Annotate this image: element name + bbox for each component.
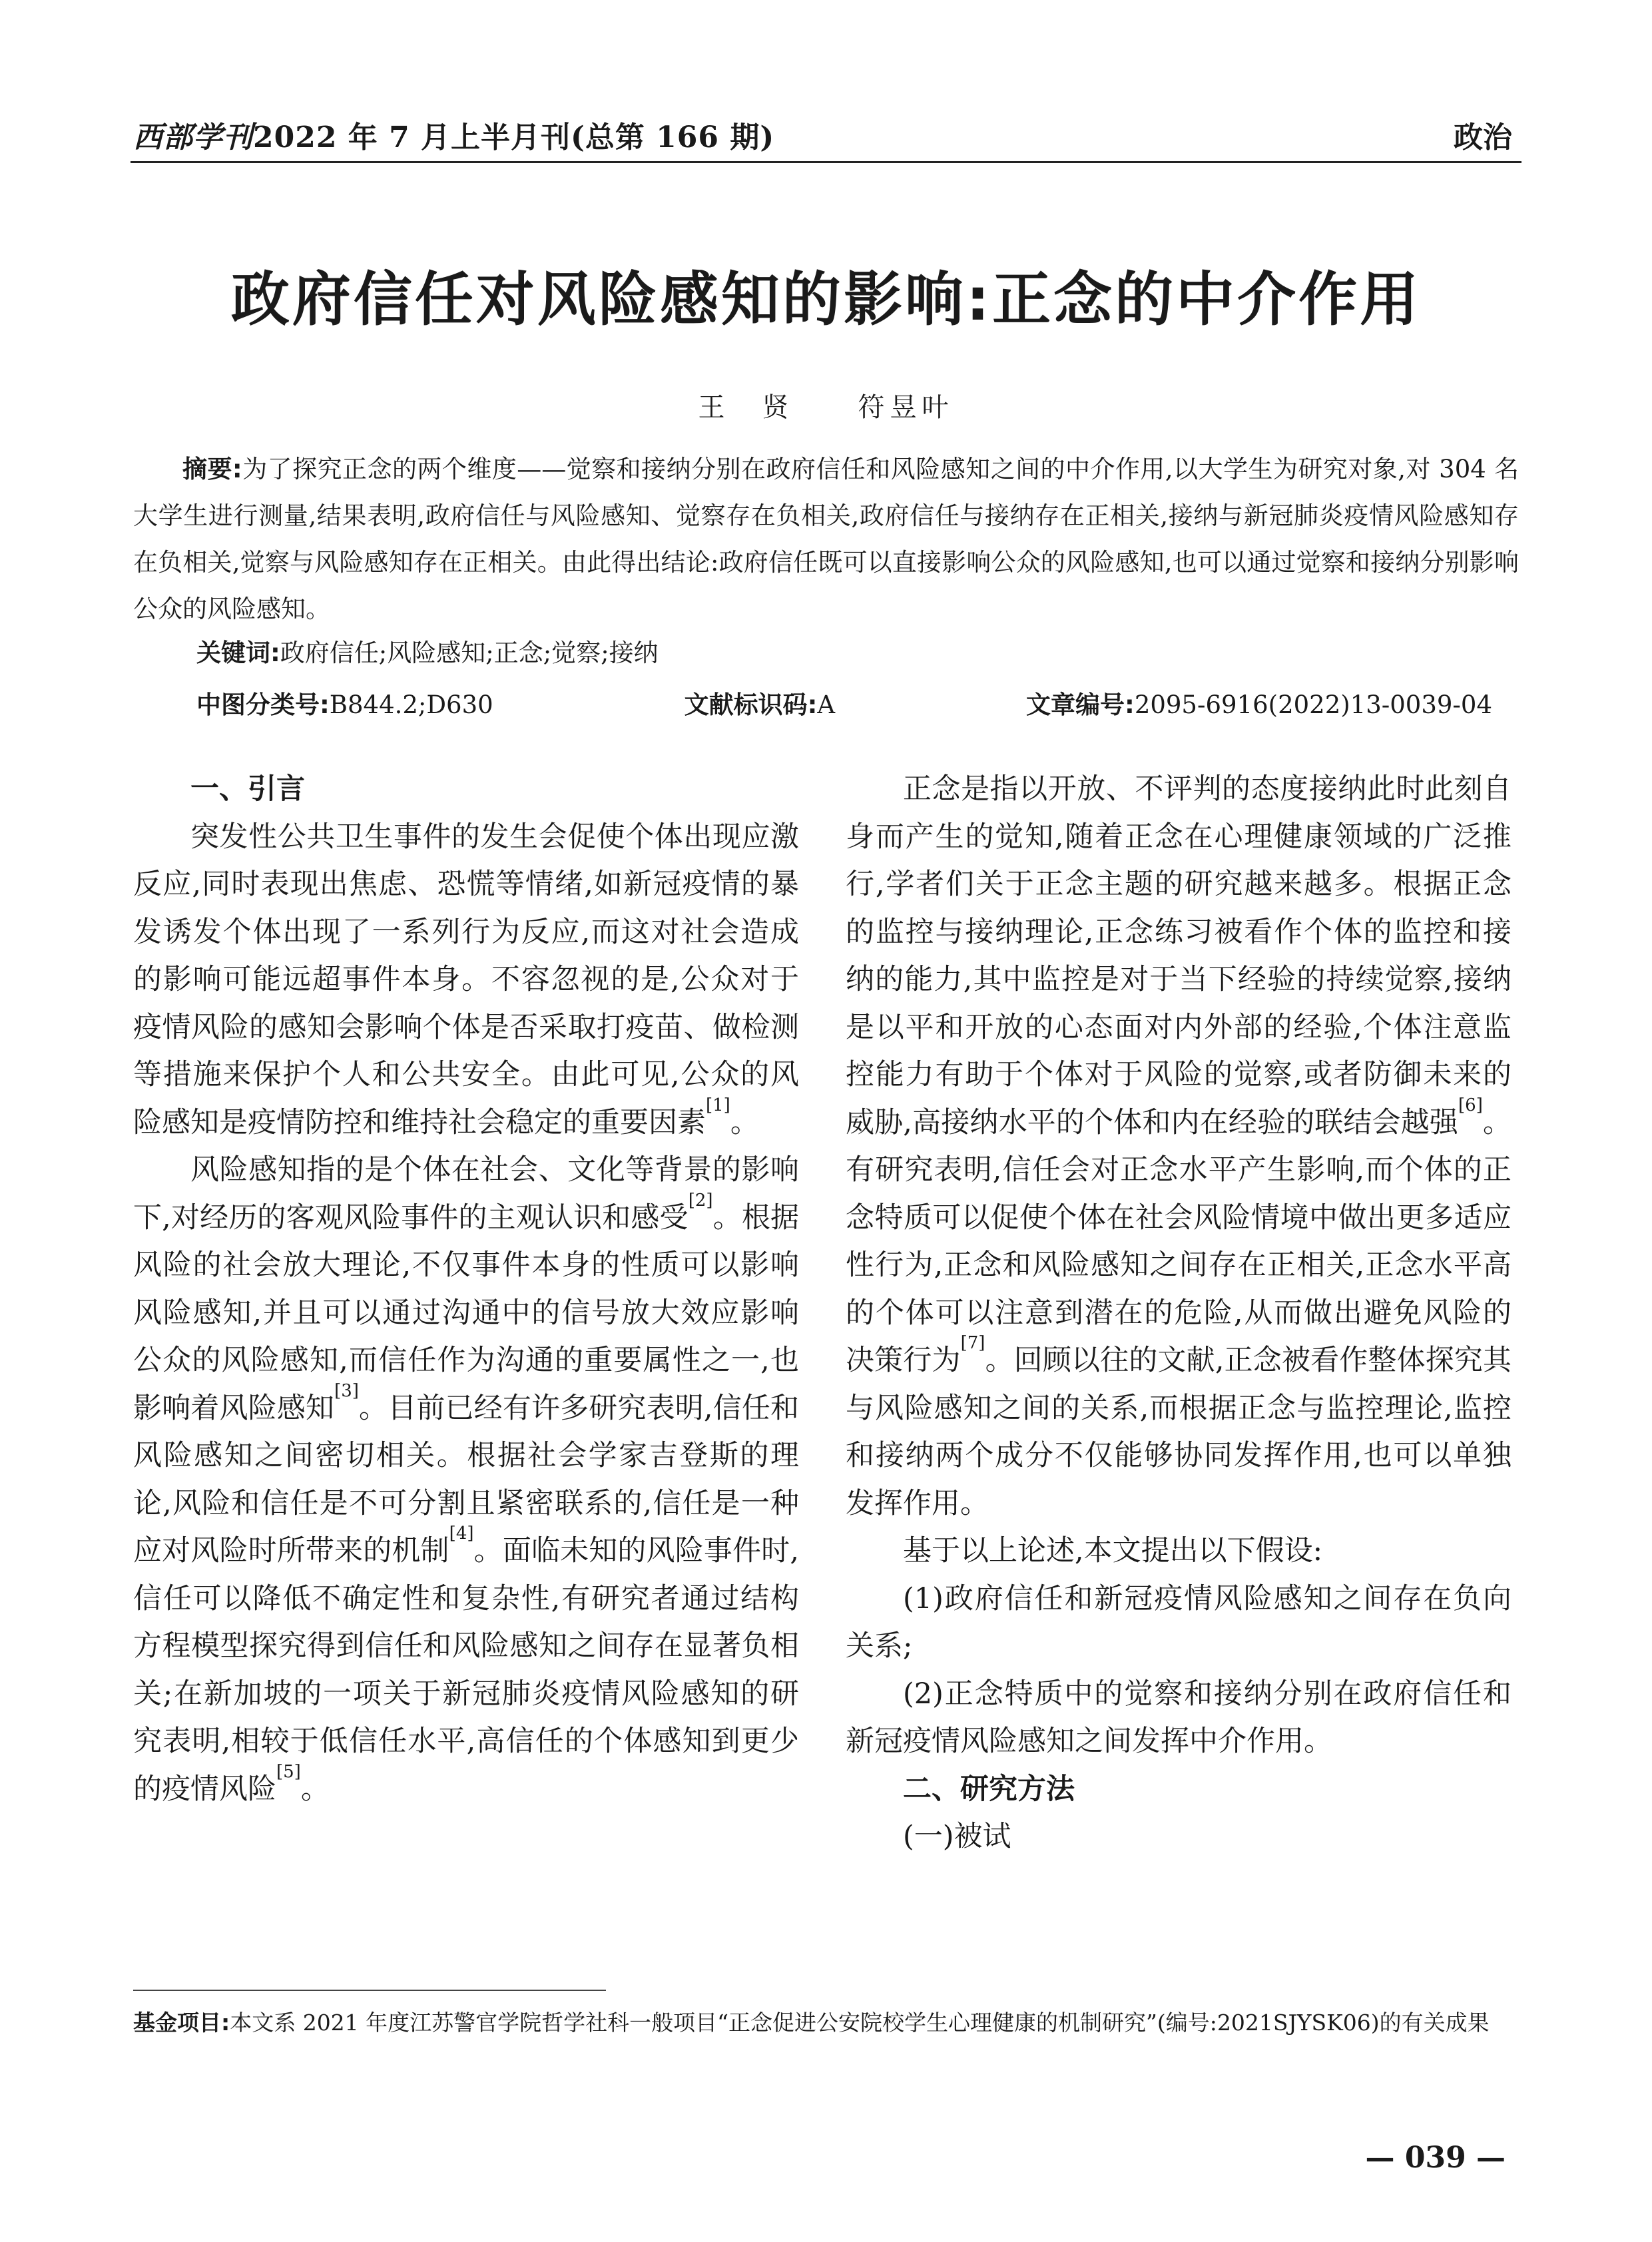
keywords-text: 政府信任;风险感知;正念;觉察;接纳	[280, 639, 659, 667]
right-column	[846, 766, 1512, 1861]
journal-header	[133, 113, 774, 156]
authors: 王 贤 符昱叶	[698, 392, 954, 423]
doc-value: A	[817, 691, 836, 719]
paragraph-1-text: 突发性公共卫生事件的发生会促使个体出现应激反应,同时表现出焦虑、恐慌等情绪,如新冠疫情的暴发诱发个体出现了一系列行为反应,而这对社会造成的影响可能远超事件本身。不容忽视的是,公众对于疫情风险的感知会影响个体是否采取打疫苗、做检测等措施来保护个人和公共安全。由此可见,公众的风险感知是疫情防控和维持社会稳定的重要因素	[133, 820, 799, 1139]
citation-2: [2]	[688, 1190, 713, 1211]
left-column	[133, 766, 799, 1813]
paragraph-2-text-d: 。面临未知的风险事件时,信任可以降低不确定性和复杂性,有研究者通过结构方程模型探究得到信任和风险感知之间存在显著负相关;在新加坡的一项关于新冠肺炎疫情风险感知的研究表明,相较于低信任水平,高信任的个体感知到更少的疫情风险	[133, 1534, 800, 1806]
hypothesis-2: (2)正念特质中的觉察和接纳分别在政府信任和新冠疫情风险感知之间发挥中介作用。	[846, 1677, 1512, 1758]
subsection-heading-participants: (一)被试	[903, 1820, 1011, 1853]
footnote-rule	[133, 1990, 606, 1991]
paragraph-2	[133, 1147, 799, 1813]
keywords	[196, 633, 659, 669]
paragraph-2-text-a: 风险感知指的是个体在社会、文化等背景的影响下,对经历的客观风险事件的主观认识和感受	[133, 1153, 799, 1235]
abstract	[133, 446, 1519, 633]
paragraph-1-end: 。	[730, 1105, 759, 1139]
header-rule	[131, 161, 1521, 163]
paragraph-2-text-c: 。目前已经有许多研究表明,信任和风险感知之间密切相关。根据社会学家吉登斯的理论,风险和信任是不可分割且紧密联系的,信任是一种应对风险时所带来的机制	[133, 1391, 799, 1567]
doc-label: 文献标识码:	[684, 691, 818, 719]
article-title: 政府信任对风险感知的影响:正念的中介作用	[230, 265, 1422, 334]
citation-5: [5]	[276, 1761, 301, 1782]
hypothesis-1: (1)政府信任和新冠疫情风险感知之间存在负向关系;	[846, 1581, 1512, 1663]
article-label: 文章编号:	[1026, 691, 1135, 719]
section-heading-methods: 二、研究方法	[903, 1772, 1075, 1806]
clc-label: 中图分类号:	[196, 691, 330, 719]
abstract-label: 摘要:	[182, 455, 242, 483]
keywords-label: 关键词:	[196, 639, 280, 667]
paragraph-4: 基于以上论述,本文提出以下假设:	[903, 1534, 1323, 1567]
paragraph-1	[133, 814, 799, 1147]
journal-logo: 西部学刊	[133, 121, 253, 154]
footnote	[133, 2004, 1519, 2042]
citation-1: [1]	[706, 1095, 730, 1115]
clc-value: B844.2;D630	[329, 691, 493, 719]
article-number	[1026, 685, 1492, 720]
citation-3: [3]	[334, 1380, 359, 1401]
paragraph-3-text-c: 。回顾以往的文献,正念被看作整体探究其与风险感知之间的关系,而根据正念与监控理论,监控和接纳两个成分不仅能够协同发挥作用,也可以单独发挥作用。	[846, 1344, 1512, 1520]
doc-code	[685, 685, 836, 720]
footnote-label: 基金项目:	[133, 2010, 230, 2036]
paragraph-3-text-b: 。有研究表明,信任会对正念水平产生影响,而个体的正念特质可以促使个体在社会风险情境中做出更多适应性行为,正念和风险感知之间存在正相关,正念水平高的个体可以注意到潜在的危险,从而做出避免风险的决策行为	[846, 1105, 1512, 1377]
paragraph-3-text-a: 正念是指以开放、不评判的态度接纳此时此刻自身而产生的觉知,随着正念在心理健康领域的广泛推行,学者们关于正念主题的研究越来越多。根据正念的监控与接纳理论,正念练习被看作个体的监控和接纳的能力,其中监控是对于当下经验的持续觉察,接纳是以平和开放的心态面对内外部的经验,个体注意监控能力有助于个体对于风险的觉察,或者防御未来的威胁,高接纳水平的个体和内在经验的联结会越强	[846, 772, 1512, 1139]
page-number: — 039 —	[1365, 2141, 1506, 2175]
clc-code	[196, 685, 493, 720]
footnote-text: 本文系 2021 年度江苏警官学院哲学社科一般项目“正念促进公安院校学生心理健康的机制研究”(编号:2021SJYSK06)的有关成果	[230, 2010, 1490, 2036]
section-label: 政治	[1454, 121, 1512, 154]
citation-6: [6]	[1458, 1095, 1483, 1115]
citation-7: [7]	[960, 1333, 985, 1353]
citation-4: [4]	[449, 1524, 474, 1543]
article-value: 2095-6916(2022)13-0039-04	[1134, 691, 1492, 719]
paragraph-2-text-e: 。	[300, 1772, 330, 1806]
section-heading-introduction: 一、引言	[190, 772, 305, 806]
paragraph-3	[846, 766, 1512, 1528]
paragraph-2-text-b: 。根据风险的社会放大理论,不仅事件本身的性质可以影响风险感知,并且可以通过沟通中的信号放大效应影响公众的风险感知,而信任作为沟通的重要属性之一,也影响着风险感知	[133, 1201, 800, 1425]
classification-row	[196, 685, 1492, 720]
abstract-text: 为了探究正念的两个维度——觉察和接纳分别在政府信任和风险感知之间的中介作用,以大学生为研究对象,对 304 名大学生进行测量,结果表明,政府信任与风险感知、觉察存在负相关,政府信任与接纳存在正相关,接纳与新冠肺炎疫情风险感知存在负相关,觉察与风险感知存在正相关。由此得出结论:政府信任既可以直接影响公众的风险感知,也可以通过觉察和接纳分别影响公众的风险感知。	[133, 455, 1519, 623]
journal-issue: 2022 年 7 月上半月刊(总第 166 期)	[253, 121, 775, 154]
